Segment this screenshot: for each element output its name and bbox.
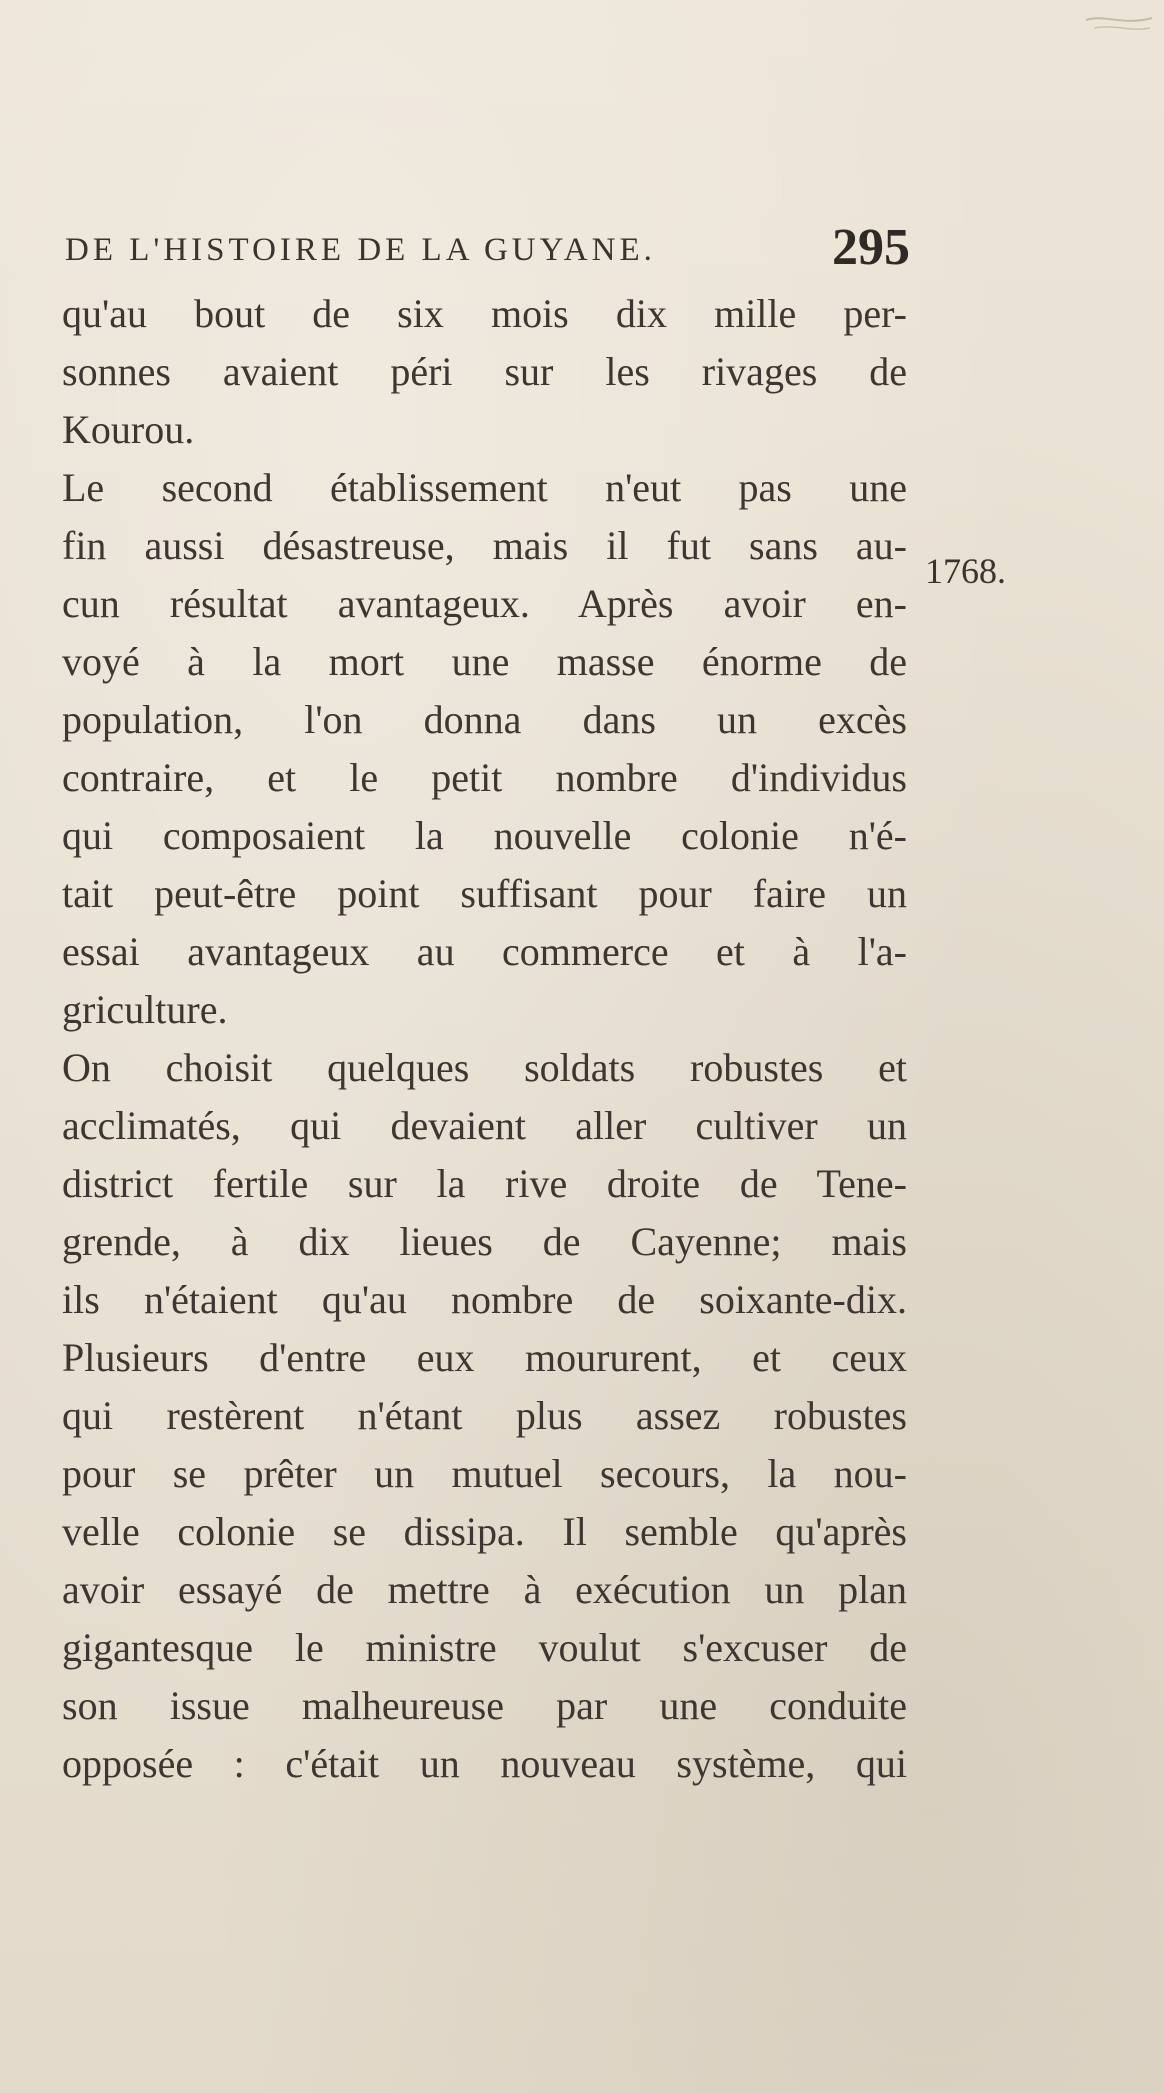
text-line: voyé à la mort une masse énorme de [62, 639, 907, 684]
text-line: qui composaient la nouvelle colonie n'é- [62, 813, 907, 858]
text-line: fin aussi désastreuse, mais il fut sans au- [62, 523, 907, 568]
text-line: population, l'on donna dans un excès [62, 697, 907, 742]
text-line: qu'au bout de six mois dix mille per- [62, 291, 907, 336]
text-line: pour se prêter un mutuel secours, la nou- [62, 1451, 907, 1496]
text-line: Kourou. [62, 407, 195, 452]
text-line: essai avantageux au commerce et à l'a- [62, 929, 907, 974]
text-line: tait peut-être point suffisant pour faire un [62, 871, 907, 916]
running-head [65, 218, 910, 278]
text-line: Plusieurs d'entre eux moururent, et ceux [62, 1335, 907, 1380]
text-line: contraire, et le petit nombre d'individus [62, 755, 907, 800]
text-line: acclimatés, qui devaient aller cultiver un [62, 1103, 907, 1148]
text-line: qui restèrent n'étant plus assez robustes [62, 1393, 907, 1438]
text-line: grende, à dix lieues de Cayenne; mais [62, 1219, 907, 1264]
page-corner-mark [1084, 8, 1154, 38]
text-line: griculture. [62, 987, 228, 1032]
text-line: sonnes avaient péri sur les rivages de [62, 349, 907, 394]
text-line: avoir essayé de mettre à exécution un plan [62, 1567, 907, 1612]
text-line: Le second établissement n'eut pas une [62, 465, 907, 510]
text-line: velle colonie se dissipa. Il semble qu'après [62, 1509, 907, 1554]
text-line: son issue malheureuse par une conduite [62, 1683, 907, 1728]
text-line: district fertile sur la rive droite de Tene- [62, 1161, 907, 1206]
text-line: ils n'étaient qu'au nombre de soixante-dix. [62, 1277, 907, 1322]
text-line: gigantesque le ministre voulut s'excuser de [62, 1625, 907, 1670]
body-text [62, 285, 907, 1793]
margin-note-year: 1768. [925, 551, 1006, 591]
page-number: 295 [832, 219, 910, 276]
running-title: DE L'HISTOIRE DE LA GUYANE. [65, 232, 656, 268]
text-line: On choisit quelques soldats robustes et [62, 1045, 907, 1090]
text-line: cun résultat avantageux. Après avoir en- [62, 581, 907, 626]
text-line: opposée : c'était un nouveau système, qui [62, 1741, 907, 1786]
